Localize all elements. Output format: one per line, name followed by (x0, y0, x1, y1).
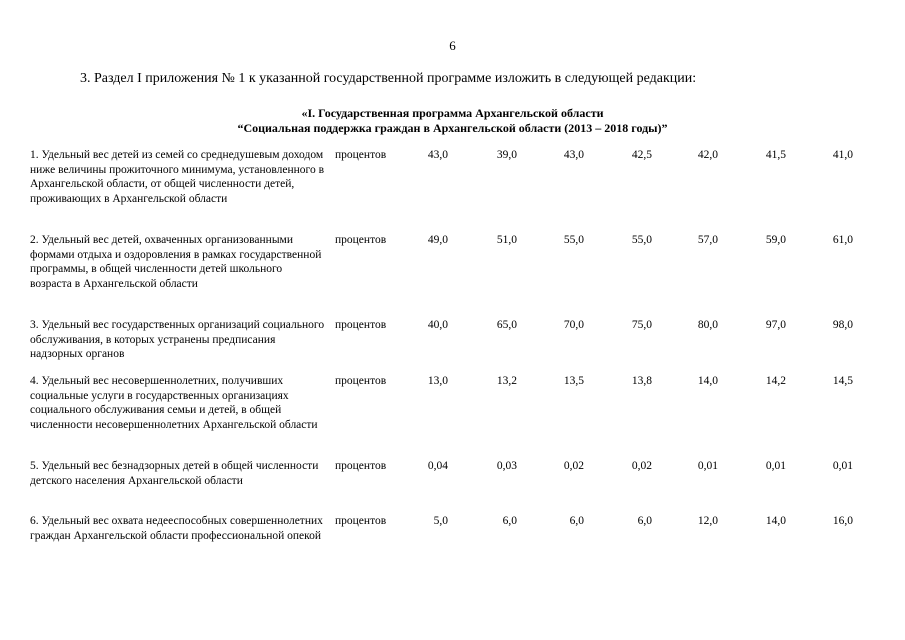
indicator-value: 41,5 (765, 149, 786, 161)
indicator-name: 1. Удельный вес детей из семей со среднедушевым доходом ниже величины прожиточного минимума, установленного в Архангельской области, от общей численности детей, проживающих в Архангельской области (30, 149, 325, 205)
indicator-value: 0,04 (427, 460, 448, 472)
indicator-value: 6,0 (637, 515, 652, 527)
indicator-name: 5. Удельный вес безнадзорных детей в общей численности детского населения Архангельской области (30, 460, 319, 487)
indicator-value: 14,2 (765, 375, 786, 387)
indicator-value: 16,0 (832, 515, 853, 527)
indicator-value: 98,0 (832, 319, 853, 331)
indicator-value: 0,02 (631, 460, 652, 472)
indicator-name: 4. Удельный вес несовершеннолетних, получивших социальные услуги в государственных организациях социального обслуживания семьи и детей, в общей численности несовершеннолетних Архангельской области (30, 375, 318, 431)
indicator-value: 39,0 (496, 149, 517, 161)
indicator-value: 13,2 (496, 375, 517, 387)
indicator-value: 5,0 (433, 515, 448, 527)
indicator-value: 13,0 (427, 375, 448, 387)
heading-line-1: «I. Государственная программа Архангельской области (301, 106, 604, 120)
instruction-paragraph: 3. Раздел I приложения № 1 к указанной государственной программе изложить в следующей редакции: (80, 71, 697, 86)
indicator-value: 43,0 (563, 149, 584, 161)
indicator-value: 42,5 (631, 149, 652, 161)
indicator-unit: процентов (335, 375, 387, 387)
indicator-name: 3. Удельный вес государственных организаций социального обслуживания, в которых устранены предписания надзорных органов (30, 319, 325, 360)
indicator-value: 55,0 (563, 234, 584, 246)
indicator-value: 0,01 (765, 460, 786, 472)
indicator-value: 6,0 (502, 515, 517, 527)
indicator-unit: процентов (335, 149, 387, 161)
indicator-value: 0,01 (697, 460, 718, 472)
indicator-value: 55,0 (631, 234, 652, 246)
indicator-value: 57,0 (697, 234, 718, 246)
indicator-value: 0,01 (832, 460, 853, 472)
indicator-value: 41,0 (832, 149, 853, 161)
indicator-value: 6,0 (569, 515, 584, 527)
indicator-unit: процентов (335, 515, 387, 527)
indicator-value: 14,5 (832, 375, 853, 387)
indicator-value: 59,0 (765, 234, 786, 246)
indicator-value: 0,02 (563, 460, 584, 472)
indicator-value: 43,0 (427, 149, 448, 161)
indicator-value: 14,0 (697, 375, 718, 387)
indicator-value: 49,0 (427, 234, 448, 246)
indicator-unit: процентов (335, 460, 387, 472)
indicator-value: 0,03 (496, 460, 517, 472)
indicator-value: 12,0 (697, 515, 718, 527)
indicator-value: 65,0 (496, 319, 517, 331)
indicator-name: 6. Удельный вес охвата недееспособных совершеннолетних граждан Архангельской области профессиональной опекой (30, 515, 323, 542)
indicator-value: 13,5 (563, 375, 584, 387)
indicator-value: 80,0 (697, 319, 718, 331)
page-number: 6 (449, 38, 456, 53)
indicator-value: 40,0 (427, 319, 448, 331)
indicator-value: 70,0 (563, 319, 584, 331)
indicator-value: 61,0 (832, 234, 853, 246)
section-heading (0, 106, 905, 136)
heading-line-2: “Социальная поддержка граждан в Архангельской области (2013 – 2018 годы)” (237, 121, 668, 135)
indicator-value: 42,0 (697, 149, 718, 161)
indicator-value: 13,8 (631, 375, 652, 387)
indicator-value: 97,0 (765, 319, 786, 331)
indicator-value: 75,0 (631, 319, 652, 331)
indicator-value: 14,0 (765, 515, 786, 527)
indicator-name: 2. Удельный вес детей, охваченных организованными формами отдыха и оздоровления в рамках государственной программы, в общей численности детей школьного возраста в Архангельской области (30, 234, 322, 290)
indicator-value: 51,0 (496, 234, 517, 246)
indicator-unit: процентов (335, 234, 387, 246)
indicator-unit: процентов (335, 319, 387, 331)
